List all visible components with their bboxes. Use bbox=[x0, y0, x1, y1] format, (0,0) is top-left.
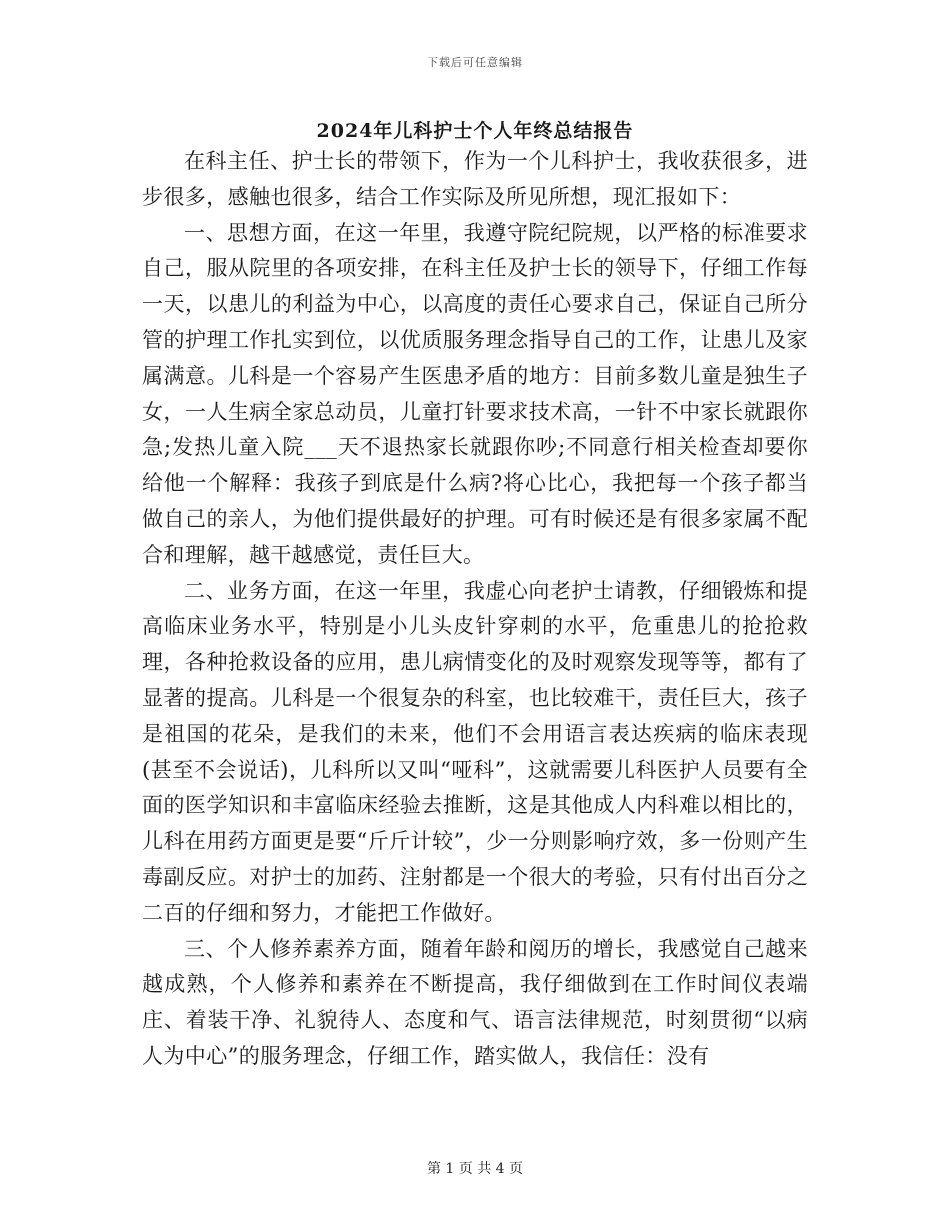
document-title: 2024年儿科护士个人年终总结报告 bbox=[316, 120, 634, 142]
paragraph-professional: 二、业务方面，在这一年里，我虚心向老护士请教，仔细锻炼和提高临床业务水平，特别是小儿头皮针穿刺的水平，危重患儿的抢抢救理，各种抢救设备的应用，患儿病情变化的及时观察发现等等，都有了显著的提高。儿科是一个很复杂的科室，也比较难干，责任巨大，孩子是祖国的花朵，是我们的未来，他们不会用语言表达疾病的临床表现(甚至不会说话)，儿科所以又叫“哑科”，这就需要儿科医护人员要有全面的医学知识和丰富临床经验去推断，这是其他成人内科难以相比的，儿科在用药方面更是要“斤斤计较”，少一分则影响疗效，多一份则产生毒副反应。对护士的加药、注射都是一个很大的考验，只有付出百分之二百的仔细和努力，才能把工作做好。 bbox=[142, 578, 808, 925]
document-body bbox=[142, 144, 808, 1075]
page-number: 第 1 页 共 4 页 bbox=[426, 1161, 524, 1177]
paragraph-intro: 在科主任、护士长的带领下，作为一个儿科护士，我收获很多，进步很多，感触也很多，结合工作实际及所见所想，现汇报如下： bbox=[142, 149, 808, 209]
header-note: 下载后可任意编辑 bbox=[427, 56, 523, 69]
paragraph-ideology: 一、思想方面，在这一年里，我遵守院纪院规，以严格的标准要求自己，服从院里的各项安排，在科主任及护士长的领导下，仔细工作每一天，以患儿的利益为中心，以高度的责任心要求自己，保证自己所分管的护理工作扎实到位，以优质服务理念指导自己的工作，让患儿及家属满意。儿科是一个容易产生医患矛盾的地方：目前多数儿童是独生子女，一人生病全家总动员，儿童打针要求技术高，一针不中家长就跟你急;发热儿童入院___天不退热家长就跟你吵;不同意行相关检查却要你给他一个解释：我孩子到底是什么病?将心比心，我把每一个孩子都当做自己的亲人，为他们提供最好的护理。可有时候还是有很多家属不配合和理解，越干越感觉，责任巨大。 bbox=[142, 220, 808, 567]
paragraph-personal-cultivation: 三、个人修养素养方面，随着年龄和阅历的增长，我感觉自己越来越成熟，个人修养和素养在不断提高，我仔细做到在工作时间仪表端庄、着装干净、礼貌待人、态度和气、语言法律规范，时刻贯彻“以病人为中心”的服务理念，仔细工作，踏实做人，我信任：没有 bbox=[142, 936, 808, 1068]
